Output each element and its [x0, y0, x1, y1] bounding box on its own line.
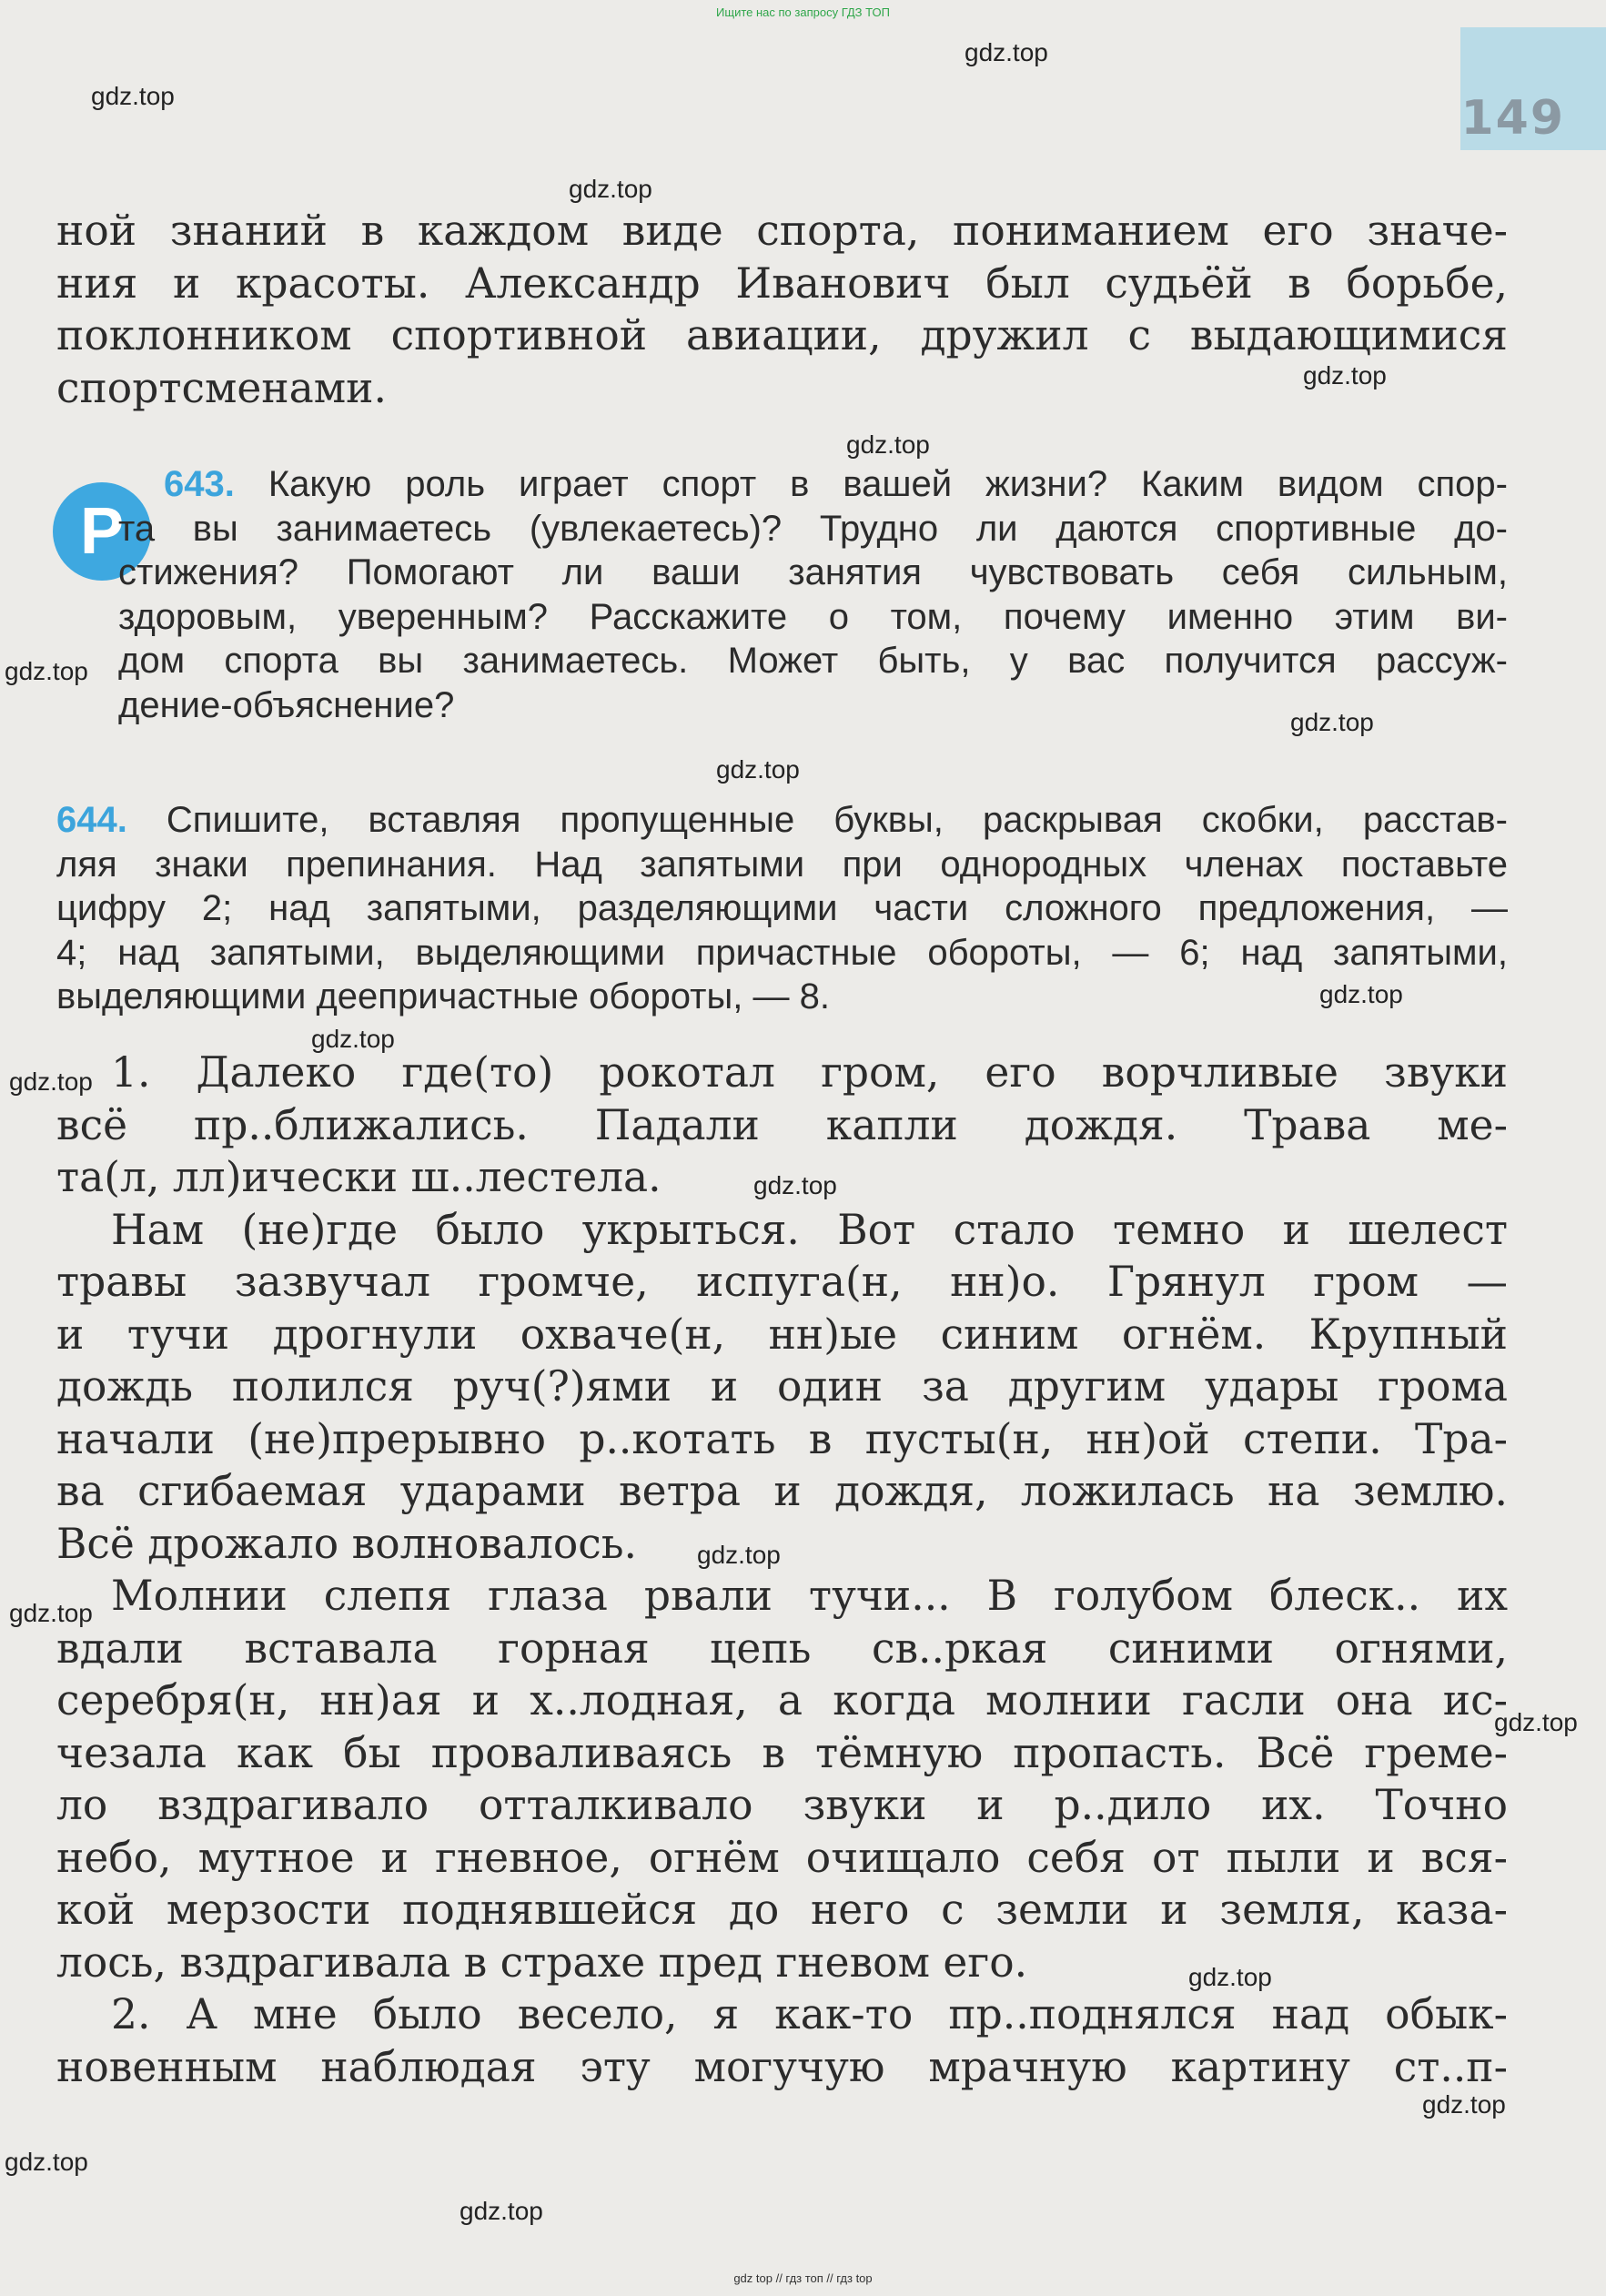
watermark: gdz.top [9, 1599, 93, 1627]
text-line: поклонником спортивной авиации, дружил с выдающимися [56, 311, 1508, 359]
watermark: gdz.top [311, 1025, 395, 1053]
text-line: новенным наблюдая эту могучую мрачную картину ст..п- [56, 2042, 1508, 2091]
text-line-content: Какую роль играет спорт в вашей жизни? Каким видом спор- [268, 464, 1508, 504]
text-line: кой мерзости поднявшейся до него с земли и земля, каза- [56, 1886, 1508, 1934]
text-line: вдали вставала горная цепь св..ркая синими огнями, [56, 1623, 1508, 1673]
speech-development-badge: Р [53, 482, 151, 581]
text-line: 2. А мне было весело, я как-то пр..поднялся над обык- [111, 1990, 1508, 2038]
watermark: gdz.top [91, 82, 175, 110]
watermark: gdz.top [846, 430, 930, 459]
text-line: лось, вздрагивала в страхе пред гневом его. [56, 1937, 1028, 1987]
text-line: та(л, лл)ически ш..лестела. [56, 1153, 662, 1201]
text-line: дом спорта вы занимаетесь. Может быть, у вас получится рассуж- [118, 641, 1508, 681]
watermark: gdz.top [965, 38, 1048, 66]
exercise-text-part-1 [56, 1047, 1508, 2093]
watermark: gdz.top [1494, 1708, 1578, 1736]
text-line: начали (не)прерывно р..котать в пусты(н, нн)ой степи. Тра- [56, 1414, 1508, 1463]
intro-paragraph [56, 205, 1508, 414]
text-line: всё пр..ближались. Падали капли дождя. Трава ме- [56, 1100, 1508, 1149]
text-line: Всё дрожало волновалось. [56, 1519, 637, 1568]
text-line: ляя знаки препинания. Над запятыми при однородных членах поставьте [56, 844, 1508, 885]
watermark: gdz.top [5, 657, 88, 685]
text-line: ва сгибаемая ударами ветра и дождя, ложилась на землю. [56, 1467, 1508, 1515]
text-line-content: Спишите, вставляя пропущенные буквы, раскрывая скобки, расстав- [166, 800, 1508, 840]
exercise-643-first-line [164, 462, 1508, 507]
watermark: gdz.top [5, 2148, 88, 2176]
text-line: и тучи дрогнули охваче(н, нн)ые синим огнём. Крупный [56, 1310, 1508, 1359]
watermark: gdz.top [1303, 361, 1387, 389]
text-line: дождь полился руч(?)ями и один за другим удары грома [56, 1362, 1508, 1411]
text-line: дение-объяснение? [118, 684, 455, 725]
watermark: gdz.top [716, 755, 800, 784]
text-line: чезала как бы проваливаясь в тёмную пропасть. Всё греме- [56, 1728, 1508, 1777]
text-line: 1. Далеко где(то) рокотал гром, его ворчливые звуки [111, 1048, 1508, 1097]
watermark: gdz.top [1319, 980, 1403, 1008]
text-line [56, 798, 1508, 843]
exercise-644-text [56, 798, 1508, 1019]
page-number: 149 [1460, 91, 1565, 146]
top-note: Ищите нас по запросу ГДЗ ТОП [716, 5, 890, 19]
text-line: ной знаний в каждом виде спорта, пониманием его значе- [56, 207, 1508, 255]
bottom-note: gdz top // гдз топ // гдз top [733, 2271, 873, 2285]
text-line: Молнии слепя глаза рвали тучи... В голубом блеск.. их [111, 1572, 1508, 1620]
watermark: gdz.top [460, 2197, 543, 2225]
text-line: серебря(н, нн)ая и х..лодная, а когда молнии гасли она ис- [56, 1676, 1508, 1725]
watermark: gdz.top [1188, 1963, 1272, 1991]
exercise-643-text [118, 507, 1508, 728]
text-line: 4; над запятыми, выделяющими причастные обороты, — 6; над запятыми, [56, 932, 1508, 973]
text-line: здоровым, уверенным? Расскажите о том, почему именно этим ви- [118, 596, 1508, 637]
watermark: gdz.top [697, 1541, 781, 1569]
text-line: небо, мутное и гневное, огнём очищало себя от пыли и вся- [56, 1833, 1508, 1882]
text-line: ния и красоты. Александр Иванович был судьёй в борьбе, [56, 258, 1508, 308]
text-line: цифру 2; над запятыми, разделяющими части сложного предложения, — [56, 888, 1508, 928]
text-line: ло вздрагивало отталкивало звуки и р..дило их. Точно [56, 1781, 1508, 1829]
text-line: выделяющими деепричастные обороты, — 8. [56, 976, 830, 1017]
text-line: стижения? Помогают ли ваши занятия чувствовать себя сильным, [118, 552, 1508, 592]
text-line: Нам (не)где было укрыться. Вот стало темно и шелест [111, 1205, 1508, 1254]
watermark: gdz.top [1290, 708, 1374, 736]
watermark: gdz.top [1422, 2090, 1506, 2119]
exercise-number-643: 643. [164, 464, 235, 504]
text-line [164, 462, 1508, 507]
text-line: травы зазвучал громче, испуга(н, нн)о. Грянул гром — [56, 1258, 1508, 1306]
exercise-number-644: 644. [56, 800, 127, 840]
watermark: gdz.top [569, 175, 652, 203]
watermark: gdz.top [753, 1171, 837, 1199]
text-line: спортсменами. [56, 363, 387, 412]
text-line: та вы занимаетесь (увлекаетесь)? Трудно ли даются спортивные до- [118, 508, 1508, 549]
watermark: gdz.top [9, 1067, 93, 1096]
